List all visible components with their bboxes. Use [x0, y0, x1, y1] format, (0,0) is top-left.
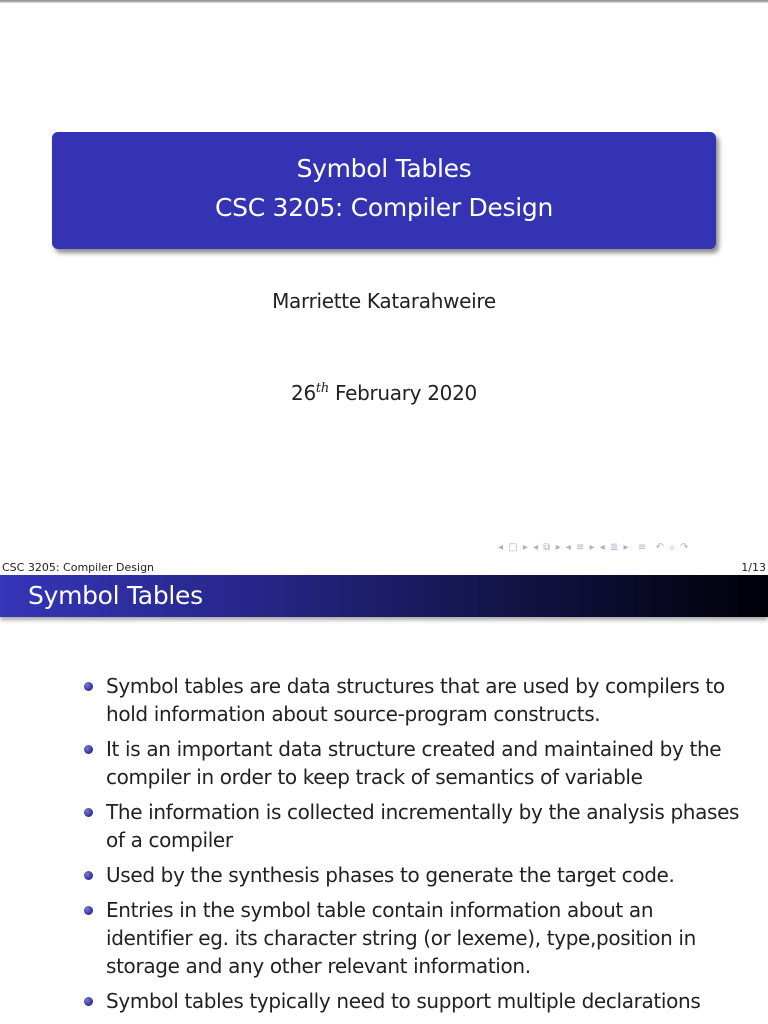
nav-section-icon[interactable]: ◂ ≡ ▸	[565, 542, 596, 553]
bullet-text: Entries in the symbol table contain information about an identifier eg. its character string (or lexeme), type,position in storage and any other relevant information.	[106, 898, 696, 978]
presentation-subtitle: CSC 3205: Compiler Design	[214, 193, 553, 222]
list-item	[84, 896, 744, 980]
bullet-icon	[84, 871, 93, 880]
bullet-text: Used by the synthesis phases to generate the target code.	[106, 863, 675, 887]
list-item	[84, 672, 744, 728]
bullet-icon	[84, 745, 93, 754]
frame-title-bar	[0, 575, 768, 617]
bullet-icon	[84, 682, 93, 691]
beamer-navigation-bar	[498, 542, 766, 556]
presentation-title: Symbol Tables	[296, 154, 472, 183]
date-rest: February 2020	[328, 381, 477, 405]
nav-search-icon[interactable]: ↶ ⌕ ↷	[655, 542, 690, 553]
presentation-date	[0, 381, 768, 405]
top-edge-divider	[0, 0, 768, 3]
date-suffix: th	[315, 381, 329, 396]
bullet-text: It is an important data structure created and maintained by the compiler in order to keep track of semantics of variable	[106, 737, 722, 789]
list-item	[84, 735, 744, 791]
bullet-text: Symbol tables are data structures that are used by compilers to hold information about source-program constructs.	[106, 674, 725, 726]
footer-course-name: CSC 3205: Compiler Design	[2, 561, 155, 574]
nav-subsection-icon[interactable]: ◂ ≣ ▸	[599, 542, 630, 553]
title-block	[52, 132, 716, 249]
list-item	[84, 987, 744, 1015]
author-name: Marriette Katarahweire	[272, 289, 496, 313]
bullet-icon	[84, 997, 93, 1006]
bullet-list	[84, 672, 744, 1022]
nav-frame-icon[interactable]: ◂ ⧉ ▸	[533, 542, 562, 553]
nav-prev-slide-icon[interactable]: ◂ □ ▸	[498, 542, 529, 553]
date-day: 26	[291, 381, 316, 405]
frame-title: Symbol Tables	[28, 581, 203, 610]
list-item	[84, 861, 744, 889]
list-item	[84, 798, 744, 854]
footer-page-number: 1/13	[741, 561, 766, 574]
bullet-text: The information is collected incrementally by the analysis phases of a compiler	[106, 800, 740, 852]
bullet-text: Symbol tables typically need to support multiple declarations	[106, 989, 701, 1013]
nav-toc-icon[interactable]: ≡	[633, 542, 652, 553]
bullet-icon	[84, 808, 93, 817]
bullet-icon	[84, 906, 93, 915]
